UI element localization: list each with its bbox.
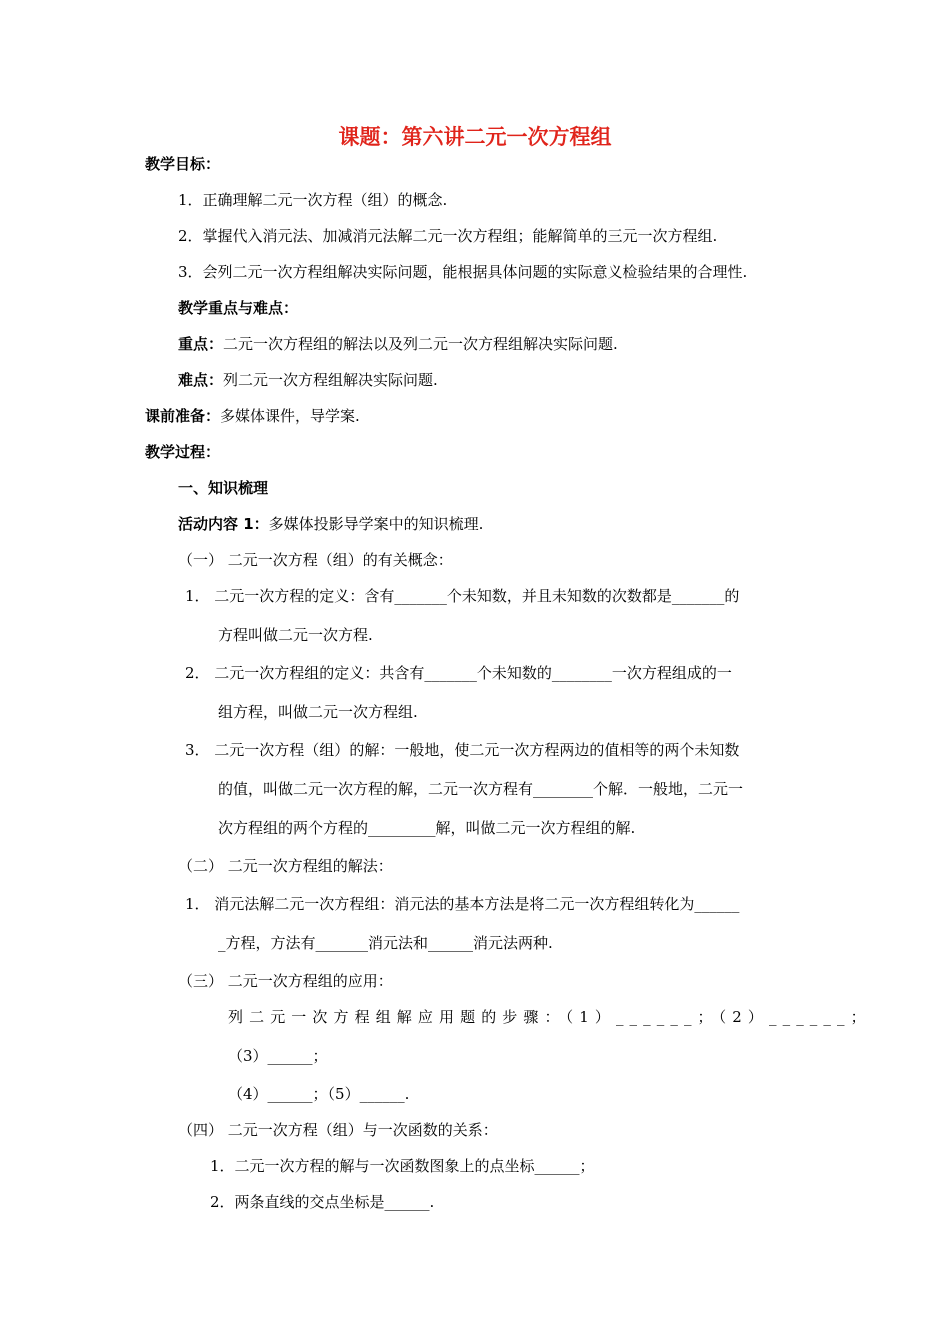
concept-item-1: 1． 二元一次方程的定义：含有_______个未知数，并且未知数的次数都是_______的 [185, 587, 740, 605]
part-2-heading: （二） 二元一次方程组的解法： [178, 857, 393, 875]
key-point-text: 二元一次方程组的解法以及列二元一次方程组解决实际问题. [223, 335, 618, 353]
application-steps-cont: （4）______；（5）______. [228, 1085, 410, 1103]
activity-line [178, 513, 483, 535]
method-item-1-cont: _方程，方法有_______消元法和______消元法两种. [218, 934, 553, 952]
part-4-heading: （四） 二元一次方程（组）与一次函数的关系： [178, 1121, 498, 1139]
objective-item: 1．正确理解二元一次方程（组）的概念. [178, 191, 448, 209]
difficult-point-line [178, 369, 438, 391]
key-points-heading: 教学重点与难点： [178, 299, 299, 317]
part-3-heading: （三） 二元一次方程组的应用： [178, 972, 393, 990]
concept-item-2-cont: 组方程，叫做二元一次方程组. [218, 703, 418, 721]
objective-item: 2．掌握代入消元法、加减消元法解二元一次方程组；能解简单的三元一次方程组. [178, 227, 718, 245]
activity-label: 活动内容 1： [178, 515, 269, 533]
concept-item-3: 3． 二元一次方程（组）的解：一般地，使二元一次方程两边的值相等的两个未知数 [185, 741, 740, 759]
key-point-line [178, 333, 618, 355]
relation-item: 2．两条直线的交点坐标是______. [210, 1193, 435, 1211]
application-steps-cont: （3）______； [228, 1047, 328, 1065]
activity-text: 多媒体投影导学案中的知识梳理. [268, 515, 484, 533]
concept-item-3-cont: 的值，叫做二元一次方程的解，二元一次方程有________个解．一般地，二元一 [218, 780, 744, 798]
preparation-line [145, 405, 360, 427]
concept-item-3-cont: 次方程组的两个方程的_________解，叫做二元一次方程组的解. [218, 819, 636, 837]
key-point-label: 重点： [178, 335, 224, 353]
concept-item-1-cont: 方程叫做二元一次方程. [218, 626, 373, 644]
part-1-heading: （一） 二元一次方程（组）的有关概念： [178, 551, 453, 569]
application-steps: 列二元一次方程组解应用题的步骤：（1）______；（2）______； [228, 1008, 872, 1026]
process-heading: 教学过程： [145, 443, 221, 461]
difficult-point-text: 列二元一次方程组解决实际问题. [223, 371, 438, 389]
objectives-heading: 教学目标： [145, 155, 221, 173]
preparation-label: 课前准备： [145, 407, 221, 425]
method-item-1: 1． 消元法解二元一次方程组：消元法的基本方法是将二元一次方程组转化为______ [185, 895, 740, 913]
page-title: 课题：第六讲二元一次方程组 [338, 125, 612, 149]
difficult-point-label: 难点： [178, 371, 224, 389]
objective-item: 3．会列二元一次方程组解决实际问题，能根据具体问题的实际意义检验结果的合理性. [178, 263, 748, 281]
section-heading: 一、知识梳理 [178, 479, 269, 497]
concept-item-2: 2． 二元一次方程组的定义：共含有_______个未知数的________一次方程组成的一 [185, 664, 732, 682]
preparation-text: 多媒体课件，导学案. [220, 407, 360, 425]
relation-item: 1．二元一次方程的解与一次函数图象上的点坐标______； [210, 1157, 595, 1175]
